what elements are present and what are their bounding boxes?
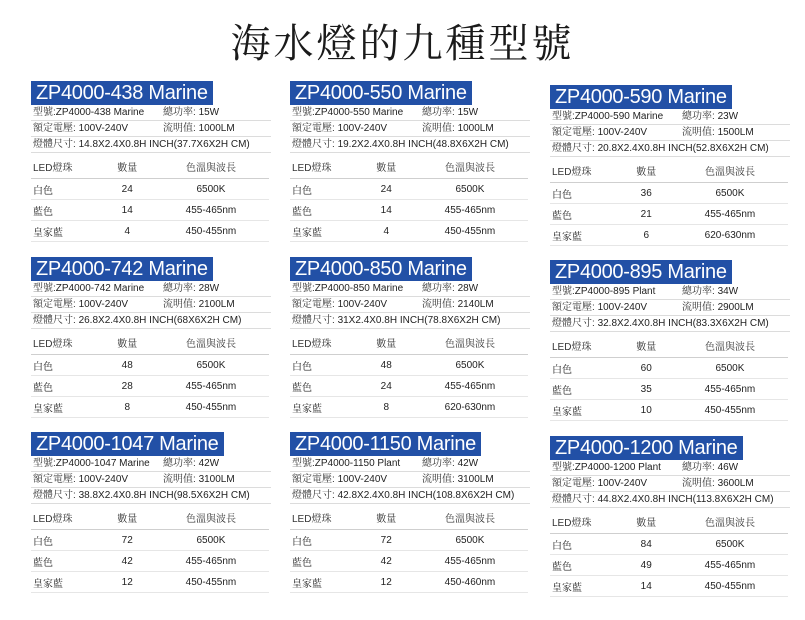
model-value: ZP4000-590 Marine xyxy=(574,111,664,122)
model-value: ZP4000-1047 Marine xyxy=(55,458,150,469)
led-color: 皇家藍 xyxy=(31,397,102,418)
table-row xyxy=(290,572,528,593)
led-wavelength: 455-465nm xyxy=(412,200,528,221)
spec-row-model xyxy=(31,105,271,121)
led-table xyxy=(290,333,528,418)
led-wavelength: 6500K xyxy=(412,179,528,200)
table-row xyxy=(31,530,269,551)
voltage-value: 100V-240V xyxy=(597,478,648,489)
voltage-value: 100V-240V xyxy=(337,123,388,134)
led-table-header xyxy=(550,161,788,183)
voltage-value: 100V-240V xyxy=(337,474,388,485)
led-color: 白色 xyxy=(290,355,361,376)
led-wavelength: 6500K xyxy=(672,358,788,379)
led-color: 白色 xyxy=(550,183,621,204)
table-row xyxy=(290,530,528,551)
col-led: LED燈珠 xyxy=(31,157,102,179)
led-color: 藍色 xyxy=(31,200,102,221)
led-wavelength: 455-465nm xyxy=(672,555,788,576)
col-wave: 色溫與波長 xyxy=(672,336,788,358)
voltage-label: 額定電壓: xyxy=(292,299,335,310)
col-qty: 數量 xyxy=(361,157,412,179)
led-qty: 42 xyxy=(102,551,153,572)
led-color: 白色 xyxy=(550,358,621,379)
spec-row-size xyxy=(31,137,271,153)
led-qty: 42 xyxy=(361,551,412,572)
spec-row-size xyxy=(31,488,271,504)
model-label: 型號: xyxy=(292,458,315,469)
size-label: 燈體尺寸: xyxy=(292,490,335,501)
led-table-header xyxy=(31,508,269,530)
spec-row-model xyxy=(290,456,530,472)
led-qty: 24 xyxy=(102,179,153,200)
model-value: ZP4000-850 Marine xyxy=(314,283,404,294)
voltage-label: 額定電壓: xyxy=(33,299,76,310)
model-value: ZP4000-1150 Plant xyxy=(314,458,401,469)
model-label: 型號: xyxy=(292,283,315,294)
product-title: ZP4000-1047 Marine xyxy=(31,432,224,456)
lumen-value: 3100LM xyxy=(198,474,235,485)
table-row xyxy=(31,200,269,221)
led-qty: 49 xyxy=(621,555,672,576)
product-card xyxy=(31,81,271,242)
led-qty: 48 xyxy=(102,355,153,376)
spec-row-model xyxy=(550,109,790,125)
model-value: ZP4000-742 Marine xyxy=(55,283,145,294)
size-value: 44.8X2.4X0.8H INCH(113.8X6X2H CM) xyxy=(597,494,774,505)
voltage-value: 100V-240V xyxy=(597,127,648,138)
led-color: 皇家藍 xyxy=(290,221,361,242)
lumen-label: 流明值: xyxy=(422,474,455,485)
spec-row-voltage xyxy=(31,121,271,137)
led-color: 藍色 xyxy=(31,551,102,572)
power-label: 總功率: xyxy=(422,283,455,294)
table-row xyxy=(550,534,788,555)
table-row xyxy=(31,397,269,418)
spec-row-size xyxy=(550,316,790,332)
power-value: 42W xyxy=(457,458,479,469)
col-wave: 色溫與波長 xyxy=(153,157,269,179)
size-value: 38.8X2.4X0.8H INCH(98.5X6X2H CM) xyxy=(78,490,250,501)
led-table-header xyxy=(290,333,528,355)
table-row xyxy=(290,221,528,242)
col-wave: 色溫與波長 xyxy=(153,508,269,530)
power-label: 總功率: xyxy=(682,286,715,297)
model-value: ZP4000-438 Marine xyxy=(55,107,145,118)
led-wavelength: 450-455nm xyxy=(412,221,528,242)
size-label: 燈體尺寸: xyxy=(552,318,595,329)
spec-row-size xyxy=(550,492,790,508)
col-wave: 色溫與波長 xyxy=(412,333,528,355)
led-qty: 60 xyxy=(621,358,672,379)
led-color: 白色 xyxy=(290,530,361,551)
led-color: 皇家藍 xyxy=(31,572,102,593)
col-qty: 數量 xyxy=(102,333,153,355)
led-wavelength: 6500K xyxy=(153,530,269,551)
led-wavelength: 6500K xyxy=(672,534,788,555)
led-table-header xyxy=(550,512,788,534)
product-title: ZP4000-1150 Marine xyxy=(290,432,481,456)
spec-row-model xyxy=(550,460,790,476)
spec-row-size xyxy=(31,313,271,329)
led-wavelength: 6500K xyxy=(672,183,788,204)
led-color: 藍色 xyxy=(550,204,621,225)
col-wave: 色溫與波長 xyxy=(672,161,788,183)
spec-row-voltage xyxy=(31,472,271,488)
product-title: ZP4000-438 Marine xyxy=(31,81,213,105)
size-label: 燈體尺寸: xyxy=(292,139,335,150)
col-led: LED燈珠 xyxy=(290,157,361,179)
col-led: LED燈珠 xyxy=(290,508,361,530)
model-label: 型號: xyxy=(33,283,56,294)
spec-row-voltage xyxy=(550,476,790,492)
lumen-value: 3600LM xyxy=(717,478,754,489)
product-card xyxy=(31,432,271,593)
power-label: 總功率: xyxy=(163,283,196,294)
table-row xyxy=(31,355,269,376)
led-color: 白色 xyxy=(290,179,361,200)
led-qty: 4 xyxy=(102,221,153,242)
led-table xyxy=(31,508,269,593)
table-row xyxy=(550,555,788,576)
model-value: ZP4000-895 Plant xyxy=(574,286,656,297)
power-label: 總功率: xyxy=(422,107,455,118)
spec-row-size xyxy=(290,313,530,329)
led-table-header xyxy=(290,508,528,530)
led-color: 皇家藍 xyxy=(550,225,621,246)
product-card xyxy=(290,257,530,418)
led-color: 藍色 xyxy=(290,376,361,397)
table-row xyxy=(550,379,788,400)
lumen-value: 3100LM xyxy=(457,474,494,485)
power-label: 總功率: xyxy=(422,458,455,469)
table-row xyxy=(550,576,788,597)
table-row xyxy=(550,358,788,379)
led-qty: 12 xyxy=(361,572,412,593)
col-qty: 數量 xyxy=(102,508,153,530)
power-label: 總功率: xyxy=(682,111,715,122)
product-title: ZP4000-1200 Marine xyxy=(550,436,743,460)
col-wave: 色溫與波長 xyxy=(153,333,269,355)
power-value: 23W xyxy=(717,111,739,122)
product-title: ZP4000-742 Marine xyxy=(31,257,213,281)
size-label: 燈體尺寸: xyxy=(33,315,76,326)
product-title: ZP4000-590 Marine xyxy=(550,85,732,109)
col-qty: 數量 xyxy=(102,157,153,179)
power-label: 總功率: xyxy=(163,458,196,469)
spec-row-size xyxy=(550,141,790,157)
lumen-label: 流明值: xyxy=(682,302,715,313)
led-wavelength: 455-465nm xyxy=(672,204,788,225)
spec-row-voltage xyxy=(290,472,530,488)
led-color: 皇家藍 xyxy=(290,397,361,418)
spec-row-size xyxy=(290,488,530,504)
power-value: 46W xyxy=(717,462,739,473)
led-wavelength: 450-455nm xyxy=(153,397,269,418)
led-table xyxy=(290,157,528,242)
product-title: ZP4000-550 Marine xyxy=(290,81,472,105)
led-wavelength: 450-455nm xyxy=(153,221,269,242)
col-led: LED燈珠 xyxy=(290,333,361,355)
spec-row-voltage xyxy=(31,297,271,313)
col-wave: 色溫與波長 xyxy=(672,512,788,534)
lumen-value: 2100LM xyxy=(198,299,235,310)
spec-row-model xyxy=(290,105,530,121)
voltage-label: 額定電壓: xyxy=(552,127,595,138)
led-table-header xyxy=(31,157,269,179)
led-qty: 12 xyxy=(102,572,153,593)
led-table xyxy=(290,508,528,593)
size-label: 燈體尺寸: xyxy=(552,143,595,154)
led-wavelength: 450-455nm xyxy=(672,576,788,597)
spec-row-voltage xyxy=(550,300,790,316)
led-qty: 36 xyxy=(621,183,672,204)
led-qty: 28 xyxy=(102,376,153,397)
led-qty: 14 xyxy=(102,200,153,221)
led-color: 皇家藍 xyxy=(550,400,621,421)
model-label: 型號: xyxy=(552,111,575,122)
col-qty: 數量 xyxy=(361,508,412,530)
size-value: 26.8X2.4X0.8H INCH(68X6X2H CM) xyxy=(78,315,242,326)
col-wave: 色溫與波長 xyxy=(412,157,528,179)
power-value: 15W xyxy=(198,107,220,118)
lumen-label: 流明值: xyxy=(682,478,715,489)
size-label: 燈體尺寸: xyxy=(33,139,76,150)
size-value: 14.8X2.4X0.8H INCH(37.7X6X2H CM) xyxy=(78,139,250,150)
voltage-label: 額定電壓: xyxy=(292,474,335,485)
model-value: ZP4000-550 Marine xyxy=(314,107,404,118)
led-wavelength: 455-465nm xyxy=(153,376,269,397)
led-color: 白色 xyxy=(550,534,621,555)
led-qty: 24 xyxy=(361,179,412,200)
led-color: 藍色 xyxy=(290,200,361,221)
lumen-label: 流明值: xyxy=(163,299,196,310)
size-value: 20.8X2.4X0.8H INCH(52.8X6X2H CM) xyxy=(597,143,769,154)
led-wavelength: 455-465nm xyxy=(153,551,269,572)
col-led: LED燈珠 xyxy=(31,333,102,355)
product-card xyxy=(31,257,271,418)
table-row xyxy=(290,355,528,376)
lumen-value: 1000LM xyxy=(457,123,494,134)
led-wavelength: 455-465nm xyxy=(672,379,788,400)
model-value: ZP4000-1200 Plant xyxy=(574,462,661,473)
col-qty: 數量 xyxy=(621,161,672,183)
col-wave: 色溫與波長 xyxy=(412,508,528,530)
led-color: 皇家藍 xyxy=(290,572,361,593)
lumen-value: 2140LM xyxy=(457,299,494,310)
led-color: 皇家藍 xyxy=(550,576,621,597)
product-card xyxy=(550,436,790,597)
product-card xyxy=(290,81,530,242)
led-wavelength: 6500K xyxy=(153,355,269,376)
size-value: 32.8X2.4X0.8H INCH(83.3X6X2H CM) xyxy=(597,318,769,329)
lumen-label: 流明值: xyxy=(163,123,196,134)
voltage-value: 100V-240V xyxy=(78,299,129,310)
table-row xyxy=(550,400,788,421)
size-value: 19.2X2.4X0.8H INCH(48.8X6X2H CM) xyxy=(337,139,509,150)
power-value: 42W xyxy=(198,458,220,469)
led-wavelength: 450-455nm xyxy=(153,572,269,593)
lumen-label: 流明值: xyxy=(682,127,715,138)
led-qty: 4 xyxy=(361,221,412,242)
lumen-label: 流明值: xyxy=(422,299,455,310)
led-table xyxy=(550,336,788,421)
power-value: 34W xyxy=(717,286,739,297)
col-qty: 數量 xyxy=(621,512,672,534)
led-qty: 14 xyxy=(361,200,412,221)
table-row xyxy=(550,204,788,225)
led-wavelength: 455-465nm xyxy=(153,200,269,221)
led-wavelength: 455-465nm xyxy=(412,376,528,397)
table-row xyxy=(290,179,528,200)
led-color: 藍色 xyxy=(31,376,102,397)
led-qty: 6 xyxy=(621,225,672,246)
product-card xyxy=(290,432,530,593)
led-color: 白色 xyxy=(31,355,102,376)
page-title: 海水燈的九種型號 xyxy=(230,21,575,67)
led-qty: 72 xyxy=(361,530,412,551)
product-card xyxy=(550,260,790,421)
power-value: 28W xyxy=(198,283,220,294)
spec-row-voltage xyxy=(290,297,530,313)
col-led: LED燈珠 xyxy=(550,512,621,534)
led-color: 白色 xyxy=(31,179,102,200)
lumen-label: 流明值: xyxy=(163,474,196,485)
voltage-label: 額定電壓: xyxy=(33,123,76,134)
spec-row-voltage xyxy=(290,121,530,137)
spec-row-model xyxy=(31,456,271,472)
led-qty: 72 xyxy=(102,530,153,551)
led-color: 藍色 xyxy=(290,551,361,572)
size-label: 燈體尺寸: xyxy=(292,315,335,326)
table-row xyxy=(31,551,269,572)
led-qty: 24 xyxy=(361,376,412,397)
spec-row-model xyxy=(550,284,790,300)
led-wavelength: 450-460nm xyxy=(412,572,528,593)
voltage-label: 額定電壓: xyxy=(292,123,335,134)
led-wavelength: 455-465nm xyxy=(412,551,528,572)
led-wavelength: 6500K xyxy=(412,530,528,551)
size-value: 42.8X2.4X0.8H INCH(108.8X6X2H CM) xyxy=(337,490,515,501)
model-label: 型號: xyxy=(552,462,575,473)
col-led: LED燈珠 xyxy=(550,161,621,183)
voltage-value: 100V-240V xyxy=(597,302,648,313)
power-value: 15W xyxy=(457,107,479,118)
led-qty: 48 xyxy=(361,355,412,376)
led-wavelength: 450-455nm xyxy=(672,400,788,421)
led-wavelength: 6500K xyxy=(412,355,528,376)
spec-row-size xyxy=(290,137,530,153)
product-card xyxy=(550,85,790,246)
led-table-header xyxy=(290,157,528,179)
model-label: 型號: xyxy=(33,107,56,118)
table-row xyxy=(31,572,269,593)
spec-row-model xyxy=(290,281,530,297)
product-title: ZP4000-895 Marine xyxy=(550,260,732,284)
table-row xyxy=(290,376,528,397)
led-table-header xyxy=(550,336,788,358)
model-label: 型號: xyxy=(552,286,575,297)
led-table xyxy=(31,333,269,418)
power-label: 總功率: xyxy=(682,462,715,473)
led-qty: 14 xyxy=(621,576,672,597)
led-qty: 84 xyxy=(621,534,672,555)
voltage-value: 100V-240V xyxy=(78,123,129,134)
voltage-value: 100V-240V xyxy=(78,474,129,485)
led-qty: 8 xyxy=(102,397,153,418)
table-row xyxy=(31,179,269,200)
power-label: 總功率: xyxy=(163,107,196,118)
led-table xyxy=(550,161,788,246)
col-led: LED燈珠 xyxy=(550,336,621,358)
led-table xyxy=(31,157,269,242)
table-row xyxy=(290,551,528,572)
product-title: ZP4000-850 Marine xyxy=(290,257,472,281)
table-row xyxy=(550,225,788,246)
led-wavelength: 6500K xyxy=(153,179,269,200)
lumen-value: 1500LM xyxy=(717,127,754,138)
led-table xyxy=(550,512,788,597)
led-qty: 8 xyxy=(361,397,412,418)
lumen-value: 2900LM xyxy=(717,302,754,313)
size-label: 燈體尺寸: xyxy=(552,494,595,505)
col-qty: 數量 xyxy=(621,336,672,358)
table-row xyxy=(290,397,528,418)
table-row xyxy=(31,221,269,242)
lumen-label: 流明值: xyxy=(422,123,455,134)
led-qty: 21 xyxy=(621,204,672,225)
led-color: 皇家藍 xyxy=(31,221,102,242)
lumen-value: 1000LM xyxy=(198,123,235,134)
led-color: 藍色 xyxy=(550,555,621,576)
voltage-label: 額定電壓: xyxy=(552,478,595,489)
led-qty: 35 xyxy=(621,379,672,400)
size-value: 31X2.4X0.8H INCH(78.8X6X2H CM) xyxy=(337,315,501,326)
led-wavelength: 620-630nm xyxy=(412,397,528,418)
col-qty: 數量 xyxy=(361,333,412,355)
col-led: LED燈珠 xyxy=(31,508,102,530)
voltage-value: 100V-240V xyxy=(337,299,388,310)
spec-row-voltage xyxy=(550,125,790,141)
spec-row-model xyxy=(31,281,271,297)
model-label: 型號: xyxy=(292,107,315,118)
voltage-label: 額定電壓: xyxy=(552,302,595,313)
model-label: 型號: xyxy=(33,458,56,469)
led-qty: 10 xyxy=(621,400,672,421)
voltage-label: 額定電壓: xyxy=(33,474,76,485)
table-row xyxy=(31,376,269,397)
led-color: 藍色 xyxy=(550,379,621,400)
table-row xyxy=(290,200,528,221)
led-color: 白色 xyxy=(31,530,102,551)
led-wavelength: 620-630nm xyxy=(672,225,788,246)
table-row xyxy=(550,183,788,204)
led-table-header xyxy=(31,333,269,355)
power-value: 28W xyxy=(457,283,479,294)
size-label: 燈體尺寸: xyxy=(33,490,76,501)
